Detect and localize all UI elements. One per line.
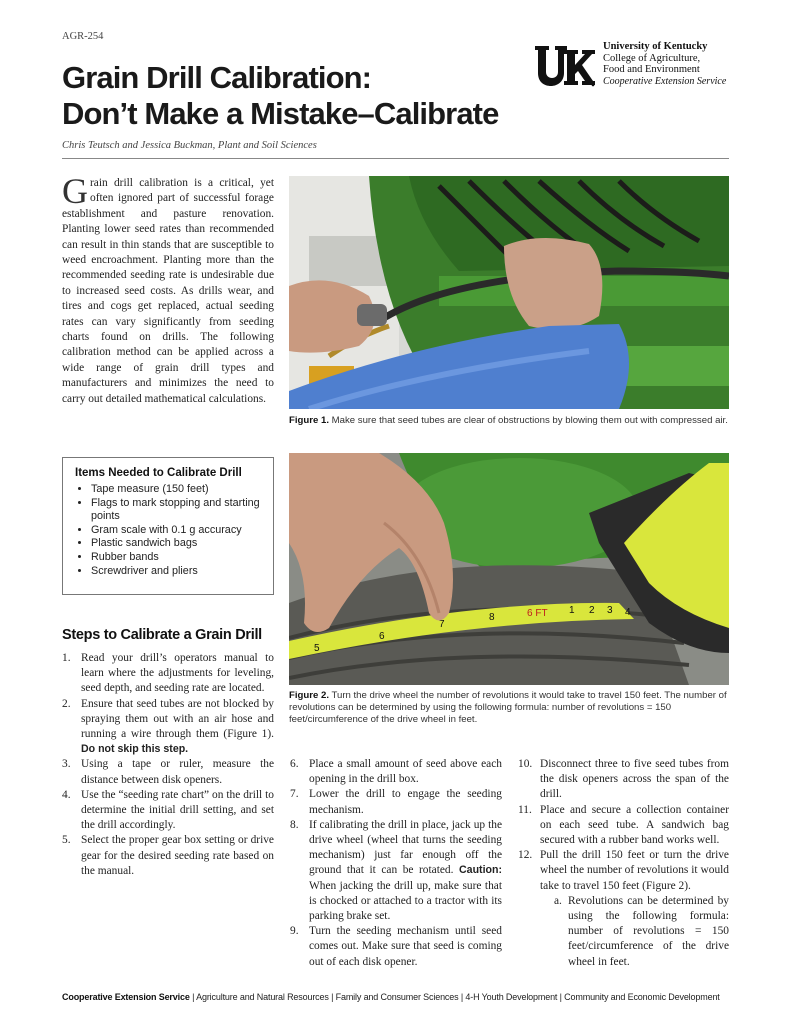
steps-list-col3 xyxy=(518,757,729,970)
step-text: Place and secure a collection container on each seed tube. A sandwich bag secured with a rubber band works well. xyxy=(540,803,729,847)
steps-list-col2 xyxy=(290,757,502,970)
tape-number-3: 3 xyxy=(607,605,613,616)
tape-number-6ft: 6 FT xyxy=(527,608,548,619)
step-emphasis: Do not skip this step. xyxy=(81,743,189,756)
uk-logo-icon xyxy=(533,42,595,88)
figure-2-caption-text: Turn the drive wheel the number of revolutions it would take to travel 150 feet. The number of revolutions can be determined by using the following formula: number of revolutions = 150 feet/circumference of the drive wheel in feet. xyxy=(289,690,727,725)
brand-university: University of Kentucky xyxy=(603,41,708,52)
step-number: 7. xyxy=(290,788,299,801)
list-item: • Screwdriver and pliers xyxy=(91,565,263,579)
step-number: 4. xyxy=(62,788,71,801)
tape-number-8: 8 xyxy=(489,612,495,623)
step-number: 3. xyxy=(62,758,71,771)
step-item xyxy=(62,788,274,834)
step-number: 1. xyxy=(62,652,71,664)
footer-programs: Agriculture and Natural Resources | Family and Consumer Sciences | 4-H Youth Development | Community and Economic Development xyxy=(196,992,720,1002)
step-text: Read your drill’s operators manual to learn where the adjustments for leveling, seed depth, and seeding rate are located. xyxy=(81,652,274,695)
step-number: 8. xyxy=(290,818,299,831)
step-text: Using a tape or ruler, measure the distance between disk openers. xyxy=(81,758,274,786)
step-text: Disconnect three to five seed tubes from the disk openers across the span of the drill. xyxy=(540,758,729,801)
page-title xyxy=(62,60,532,132)
step-number: 6. xyxy=(290,758,299,770)
step-text: Pull the drill 150 feet or turn the drive wheel the number of revolutions it would take to travel 150 feet (Figure 2). xyxy=(540,849,729,892)
step-text: Revolutions can be determined by using the following formula: number of revolutions = 150 feet/circumference of the drive wheel in feet. xyxy=(568,894,729,968)
intro-paragraph xyxy=(62,171,274,407)
figure-1-caption xyxy=(289,415,729,427)
step-number: 12. xyxy=(518,849,533,862)
footer xyxy=(62,992,729,1002)
step-number: 11. xyxy=(518,803,532,816)
step-item xyxy=(518,757,729,803)
brand-food: Food and Environment xyxy=(603,64,700,75)
step-number: 10. xyxy=(518,758,533,770)
brand-block xyxy=(603,41,726,87)
brand-college: College of Agriculture, xyxy=(603,52,701,64)
step-item xyxy=(62,697,274,758)
list-item: • Plastic sandwich bags xyxy=(91,537,263,551)
tape-number-1: 1 xyxy=(569,605,575,616)
caution-label: Caution: xyxy=(459,864,502,877)
sub-steps xyxy=(540,894,729,970)
step-letter: a. xyxy=(554,894,562,907)
tape-number-2: 2 xyxy=(589,605,595,616)
figure-2-label: Figure 2. xyxy=(289,690,329,701)
items-list xyxy=(75,483,263,578)
step-text: Lower the drill to engage the seeding mechanism. xyxy=(309,788,502,816)
step-number: 5. xyxy=(62,834,71,847)
title-line-2: Don’t Make a Mistake–Calibrate xyxy=(62,96,499,131)
document-id: AGR-254 xyxy=(62,31,104,42)
figure-2-photo xyxy=(289,453,729,685)
intro-text: rain drill calibration is a critical, yet often ignored part of successful forage establishment and pasture renovation. Planting lower seed rates than recommended can result in thin stands that are susceptible to weed encroachment. Planting more than the recommended seeding rate is undesirable due to increased seed costs. As drills wear, and tires and cogs get replaced, actual seeding rates can vary significantly from seeding charts found on drills. The following calibration method can be applied across a wide range of grain drill types and manufacturers and minimizes the need to carry out detailed mathematical calculations. xyxy=(62,177,274,405)
step-text: If calibrating the drill in place, jack up the drive wheel (wheel that turns the seeding mechanism) just far enough off the ground that it can be rotated. xyxy=(309,818,502,877)
step-item xyxy=(290,818,502,924)
step-text: Place a small amount of seed above each opening in the drill box. xyxy=(309,758,502,786)
tape-number-6: 6 xyxy=(379,631,385,642)
step-text: Select the proper gear box setting or drive gear for the desired seeding rate based on the manual. xyxy=(81,834,274,877)
tape-number-7: 7 xyxy=(439,619,445,630)
figure-2-caption xyxy=(289,690,729,726)
step-text: Ensure that seed tubes are not blocked by spraying them out with an air hose and running a wire through them (Figure 1). xyxy=(81,697,274,741)
step-number: 2. xyxy=(62,697,71,710)
step-number: 9. xyxy=(290,925,299,938)
step-item xyxy=(518,848,729,970)
caution-text: When jacking the drill up, make sure that is chocked or attached to a tractor with its parking brake set. xyxy=(309,879,502,923)
step-text: Turn the seeding mechanism until seed comes out. Make sure that seed is coming out of each disk opener. xyxy=(309,925,502,968)
list-item: • Tape measure (150 feet) xyxy=(91,483,263,497)
title-line-1: Grain Drill Calibration: xyxy=(62,60,372,95)
step-item xyxy=(62,833,274,879)
drop-cap: G xyxy=(62,171,88,211)
brand-extension: Cooperative Extension Service xyxy=(603,75,727,87)
step-item xyxy=(518,803,729,849)
sub-step-item xyxy=(554,894,729,970)
step-item xyxy=(62,757,274,787)
step-item xyxy=(290,757,502,787)
tape-number-5: 5 xyxy=(314,643,320,654)
footer-lead: Cooperative Extension Service xyxy=(62,992,190,1002)
footer-separator: | xyxy=(192,992,195,1002)
steps-list-col1 xyxy=(62,651,274,879)
figure-1-caption-text: Make sure that seed tubes are clear of obstructions by blowing them out with compressed air. xyxy=(331,415,728,426)
list-item: • Rubber bands xyxy=(91,551,263,565)
list-item: • Gram scale with 0.1 g accuracy xyxy=(91,524,263,538)
items-box-title: Items Needed to Calibrate Drill xyxy=(75,467,242,479)
authors-line: Chris Teutsch and Jessica Buckman, Plant and Soil Sciences xyxy=(62,140,317,151)
figure-1-photo xyxy=(289,176,729,409)
tape-number-4: 4 xyxy=(625,607,631,618)
list-item: • Flags to mark stopping and starting points xyxy=(91,497,263,524)
steps-heading: Steps to Calibrate a Grain Drill xyxy=(62,627,262,643)
items-needed-box xyxy=(62,457,274,595)
step-item xyxy=(62,651,274,697)
step-item xyxy=(290,787,502,817)
figure-1-label: Figure 1. xyxy=(289,415,329,426)
step-text: Use the “seeding rate chart” on the drill to determine the initial drill setting, and set the drill accordingly. xyxy=(81,788,274,832)
header-divider xyxy=(62,158,729,159)
step-item xyxy=(290,924,502,970)
